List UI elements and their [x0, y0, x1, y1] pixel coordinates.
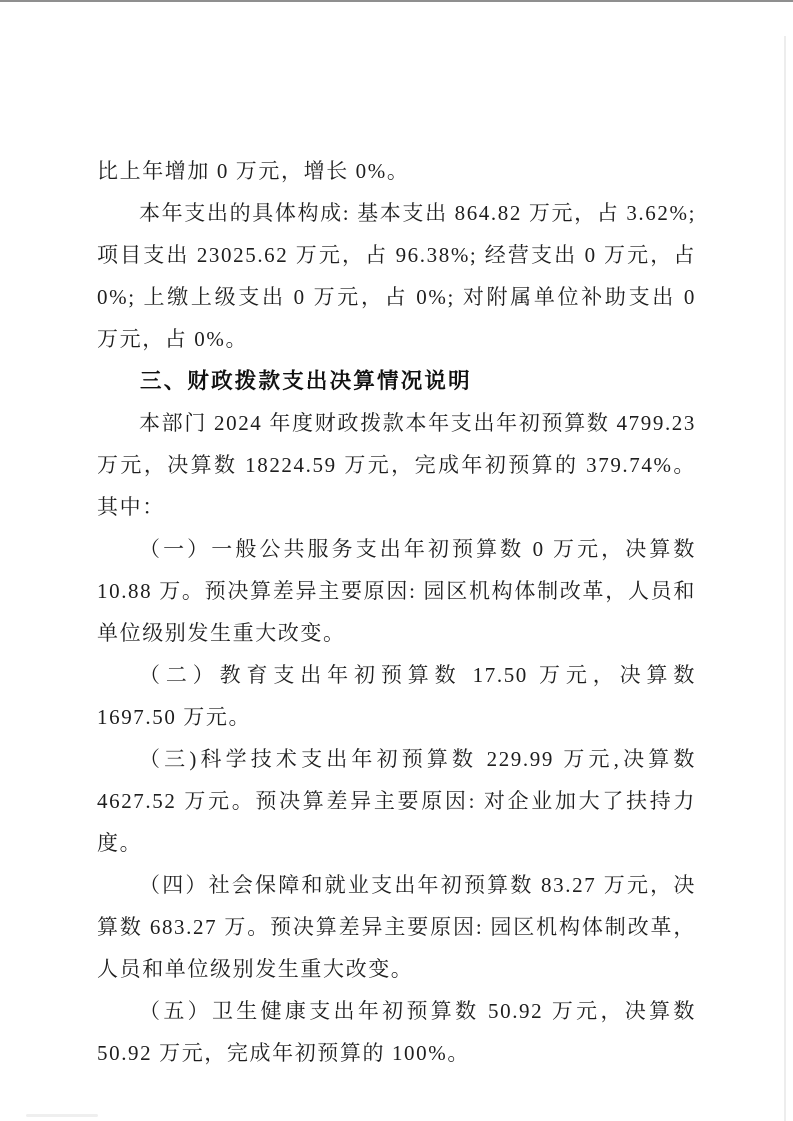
paragraph-item-3-science-technology: （三)科学技术支出年初预算数 229.99 万元,决算数 4627.52 万元。预决算差异主要原因: 对企业加大了扶持力度。 [97, 747, 696, 855]
paragraph-year-over-year-change: 比上年增加 0 万元，增长 0%。 [97, 159, 410, 183]
scan-edge-top [0, 0, 793, 2]
scan-smudge [26, 1114, 98, 1117]
document-body [97, 150, 696, 1074]
paragraph-fiscal-appropriation-summary: 本部门 2024 年度财政拨款本年支出年初预算数 4799.23 万元，决算数 18224.59 万元，完成年初预算的 379.74%。其中： [97, 411, 696, 519]
paragraph-item-1-general-public-services: （一）一般公共服务支出年初预算数 0 万元，决算数 10.88 万。预决算差异主要原因: 园区机构体制改革，人员和单位级别发生重大改变。 [97, 537, 696, 645]
scan-edge-right [784, 36, 786, 1121]
paragraph-expenditure-composition: 本年支出的具体构成: 基本支出 864.82 万元，占 3.62%; 项目支出 23025.62 万元，占 96.38%; 经营支出 0 万元，占 0%; 上缴上级支出 0 万元，占 0%; 对附属单位补助支出 0 万元，占 0%。 [97, 201, 696, 351]
paragraph-item-2-education: （二）教育支出年初预算数 17.50 万元，决算数 1697.50 万元。 [97, 663, 696, 729]
section-heading-fiscal-appropriation-expenditure: 三、财政拨款支出决算情况说明 [140, 369, 472, 393]
paragraph-item-4-social-security-employment: （四）社会保障和就业支出年初预算数 83.27 万元，决算数 683.27 万。预决算差异主要原因: 园区机构体制改革，人员和单位级别发生重大改变。 [97, 873, 696, 981]
paragraph-item-5-health: （五）卫生健康支出年初预算数 50.92 万元，决算数 50.92 万元，完成年初预算的 100%。 [97, 999, 696, 1065]
